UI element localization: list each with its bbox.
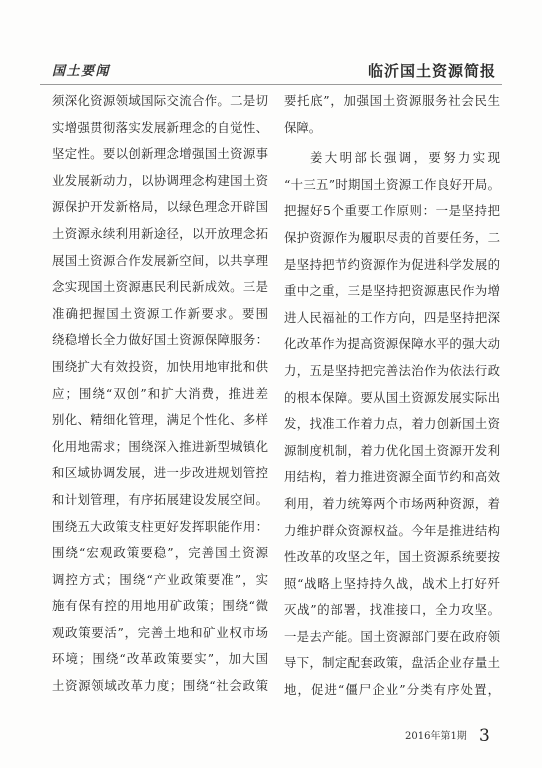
header-rule xyxy=(40,84,502,85)
body-text-line: 观政策要活”，完善土地和矿业权市场 xyxy=(52,624,268,640)
left-column xyxy=(52,88,268,700)
body-text-line: 保护资源作为履职尽责的首要任务，二 xyxy=(284,229,500,245)
body-text-line: 灭战”的部署，找准接口，全力攻坚。 xyxy=(284,602,500,618)
body-text-line: 用结构，着力推进资源全面节约和高效 xyxy=(284,469,500,485)
body-text-line: 和区域协调发展，进一步改进规划管控 xyxy=(52,465,268,481)
body-text-line: 源保护开发新格局，以绿色理念开辟国 xyxy=(52,199,268,215)
body-text-line: 化用地需求；围绕深入推进新型城镇化 xyxy=(52,438,268,454)
paragraph-end-line: 保障。 xyxy=(284,119,322,135)
body-text-line: 性改革的攻坚之年，国土资源系统要按 xyxy=(284,549,500,565)
body-text-line: 把握好5个重要工作原则：一是坚持把 xyxy=(284,203,500,219)
body-text-line: 坚定性。要以创新理念增强国土资源事 xyxy=(52,146,268,162)
body-text-line: 力，五是坚持把完善法治作为依法行政 xyxy=(284,362,500,378)
body-text-line: 一是去产能。国土资源部门要在政府领 xyxy=(284,628,500,644)
body-text-line: 施有保有控的用地用矿政策；围绕“微 xyxy=(52,598,268,614)
body-text-line: 围绕“宏观政策要稳”，完善国土资源 xyxy=(52,545,268,561)
body-text-line: 土资源领域改革力度；围绕“社会政策 xyxy=(52,678,268,694)
body-text-line: 环境；围绕“改革政策要实”，加大国 xyxy=(52,651,268,667)
body-text-line: 须深化资源领域国际交流合作。二是切 xyxy=(52,93,268,108)
issue-label: 2016年第1期 xyxy=(405,731,467,742)
body-text-line: “十三五”时期国土资源工作良好开局。 xyxy=(284,176,500,192)
body-text-line: 和计划管理，有序拓展建设发展空间。 xyxy=(52,491,268,507)
body-text-line: 念实现国土资源惠民利民新成效。三是 xyxy=(52,279,268,295)
body-text-line: 准确把握国土资源工作新要求。要围 xyxy=(52,305,268,321)
body-text-line: 照“战略上坚持持久战，战术上打好歼 xyxy=(284,575,500,591)
body-text-line: 是坚持把节约资源作为促进科学发展的 xyxy=(284,256,500,272)
body-text-line: 导下，制定配套政策，盘活企业存量土 xyxy=(284,655,500,671)
body-text-line: 围绕五大政策支柱更好发挥职能作用： xyxy=(52,518,268,534)
body-text-line: 要托底”，加强国土资源服务社会民生 xyxy=(284,93,500,108)
body-text-line: 进人民福祉的工作方向，四是坚持把深 xyxy=(284,309,500,325)
body-text-line: 实增强贯彻落实发展新理念的自觉性、 xyxy=(52,119,268,135)
right-column xyxy=(284,88,500,704)
body-text-line: 重中之重，三是坚持把资源惠民作为增 xyxy=(284,283,500,299)
page-number: 3 xyxy=(479,726,490,746)
body-text-line: 别化、精细化管理，满足个性化、多样 xyxy=(52,412,268,428)
paragraph-first-line: 姜大明部长强调，要努力实现 xyxy=(310,150,500,166)
body-text-line: 源制度机制，着力优化国土资源开发利 xyxy=(284,442,500,458)
body-text-line: 的根本保障。要从国土资源发展实际出 xyxy=(284,389,500,405)
body-text-line: 土资源永续利用新途径，以开放理念拓 xyxy=(52,225,268,241)
body-text-line: 化改革作为提高资源保障水平的强大动 xyxy=(284,336,500,352)
body-text-line: 调控方式；围绕“产业政策要准”，实 xyxy=(52,571,268,587)
body-text-line: 围绕扩大有效投资，加快用地审批和供 xyxy=(52,358,268,374)
body-text-line: 展国土资源合作发展新空间，以共享理 xyxy=(52,252,268,268)
body-text-line: 绕稳增长全力做好国土资源保障服务： xyxy=(52,332,268,348)
body-text-line: 地，促进“僵尸企业”分类有序处置， xyxy=(284,682,500,698)
publication-title: 临沂国土资源简报 xyxy=(367,62,496,80)
body-text-line: 力维护群众资源权益。今年是推进结构 xyxy=(284,522,500,538)
body-text-line: 发，找准工作着力点，着力创新国土资 xyxy=(284,416,500,432)
section-label: 国土要闻 xyxy=(52,64,111,79)
body-text-line: 利用，着力统筹两个市场两种资源，着 xyxy=(284,495,500,511)
body-text-line: 业发展新动力，以协调理念构建国土资 xyxy=(52,172,268,188)
body-text-line: 应；围绕“双创”和扩大消费，推进差 xyxy=(52,385,268,401)
